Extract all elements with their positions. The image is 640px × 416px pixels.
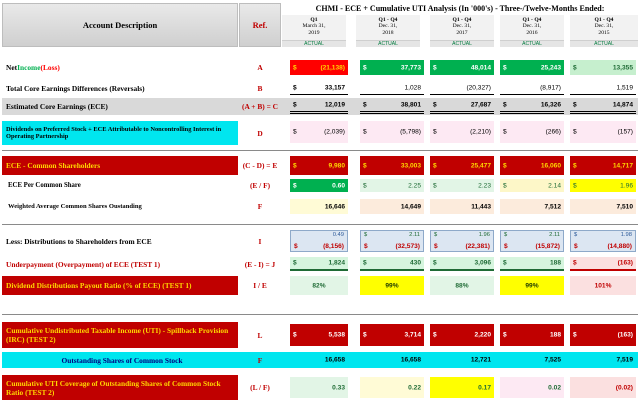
weighted-shares-label: Weighted Average Common Shares Oustanding: [8, 203, 142, 210]
ece-common-ref: (C - D) = E: [242, 161, 278, 170]
cum-uti-cell: $ 2,220: [430, 324, 494, 346]
uti-coverage-cell: 0.22: [360, 377, 424, 398]
dividends-preferred-cell: $ (5,798): [360, 121, 424, 143]
ece-label: Estimated Core Earnings (ECE): [6, 102, 108, 111]
uti-coverage-cell: 0.17: [430, 377, 494, 398]
dividends-preferred-cell: $ (157): [570, 121, 636, 143]
distributions-per-share: 1.96: [478, 232, 490, 238]
underpayment-row: [282, 257, 638, 271]
cum-uti-cell: $ 5,538: [290, 324, 348, 346]
net-income-label: Net Income (Loss): [6, 62, 60, 72]
core-differences-cell: (20,327): [430, 81, 494, 95]
payout-ratio-cell: 101%: [570, 276, 636, 295]
weighted-shares-cell: 11,443: [430, 199, 494, 214]
account-description-header: Account Description: [2, 3, 238, 47]
dividends-preferred-label: Dividends on Preferred Stock + ECE Attributable to Noncontrolling Interest in Operating Partnership: [6, 125, 222, 140]
ece-row: [282, 99, 638, 114]
ece-common-label: ECE - Common Shareholders: [6, 161, 101, 170]
weighted-shares-cell: 14,649: [360, 199, 424, 214]
ece-common-cell: $ 16,060: [500, 156, 564, 175]
net-income-cell: $ 25,243: [500, 60, 564, 75]
section-divider: [2, 224, 638, 225]
net-income-cell: $ 48,014: [430, 60, 494, 75]
core-differences-row: [282, 81, 638, 95]
underpayment-cell: $ 1,824: [290, 257, 348, 271]
weighted-shares-row: [282, 199, 638, 214]
outstanding-shares-cell: 7,519: [616, 356, 633, 364]
ece-cell: $ 14,874: [570, 99, 636, 114]
underpayment-cell: $ 188: [500, 257, 564, 271]
ece-cell: $ 27,687: [430, 99, 494, 114]
net-income-ref: A: [257, 62, 263, 72]
column-header-2015: Q1 - Q4 Dec. 31, 2015 ACTUAL: [570, 15, 638, 47]
ece-per-share-ref: (E / F): [249, 181, 271, 190]
ece-common-cell: $ 9,980: [290, 156, 348, 175]
dividends-preferred-ref: D: [257, 128, 263, 138]
cum-uti-cell: $ (163): [570, 324, 636, 346]
column-header-q1-2019: Q1 March 31, 2019 ACTUAL: [282, 15, 346, 47]
ece-cell: $ 38,801: [360, 99, 424, 114]
underpayment-cell: $ 430: [360, 257, 424, 271]
underpayment-ref: (E - I) = J: [244, 259, 276, 269]
payout-ratio-cell: 88%: [430, 276, 494, 295]
ece-common-row: [282, 156, 638, 175]
payout-ratio-cell: 82%: [290, 276, 348, 295]
ece-per-share-row: [282, 179, 638, 192]
distributions-per-share: 0.49: [332, 232, 344, 238]
ece-cell: $ 12,019: [290, 99, 348, 114]
underpayment-cell: $ (163): [570, 257, 636, 271]
distributions-row: [282, 230, 638, 252]
ref-header: Ref.: [239, 3, 281, 47]
uti-coverage-cell: (0.02): [570, 377, 636, 398]
dividends-preferred-cell: $ (2,039): [290, 121, 348, 143]
core-differences-cell: $ 33,157: [290, 81, 348, 95]
payout-ratio-cell: 99%: [500, 276, 564, 295]
section-divider: [2, 150, 638, 151]
cum-uti-cell: $ 3,714: [360, 324, 424, 346]
ece-ref: (A + B) = C: [242, 102, 278, 111]
payout-ratio-ref: I / E: [253, 281, 267, 290]
core-differences-cell: 1,028: [360, 81, 424, 95]
weighted-shares-cell: 16,646: [290, 199, 348, 214]
payout-ratio-label: Dividend Distributions Payout Ratio (% of ECE) (TEST 1): [6, 281, 192, 290]
distributions-cell: 2.11 $ $ (32,573): [360, 230, 424, 252]
core-differences-cell: (8,917): [500, 81, 564, 95]
cum-uti-row: [282, 324, 638, 346]
ece-per-share-cell: $ 0.60: [290, 179, 348, 192]
uti-coverage-cell: 0.02: [500, 377, 564, 398]
core-differences-cell: 1,519: [570, 81, 636, 95]
section-divider: [2, 314, 638, 315]
dividends-preferred-cell: $ (266): [500, 121, 564, 143]
table-title: CHMI - ECE + Cumulative UTI Analysis (In '000's) - Three-/Twelve-Months Ended:: [315, 4, 605, 13]
ece-per-share-cell: $ 1.96: [570, 179, 636, 192]
ece-common-cell: $ 14,717: [570, 156, 636, 175]
payout-ratio-row: [282, 276, 638, 295]
distributions-cell: 1.96 $ $ (22,381): [430, 230, 494, 252]
distributions-label: Less: Distributions to Shareholders from ECE: [6, 237, 152, 246]
dividends-preferred-row: [282, 121, 638, 143]
net-income-cell: $ 37,773: [360, 60, 424, 75]
outstanding-shares-cell: 16,658: [400, 356, 421, 364]
net-income-cell: $ (21,138): [290, 60, 348, 75]
dividends-preferred-cell: $ (2,210): [430, 121, 494, 143]
net-income-row: [282, 60, 638, 75]
ece-common-cell: $ 33,003: [360, 156, 424, 175]
outstanding-shares-row: [282, 352, 638, 368]
ece-per-share-cell: $ 2.14: [500, 179, 564, 192]
weighted-shares-ref: F: [257, 202, 263, 211]
ece-common-cell: $ 25,477: [430, 156, 494, 175]
uti-coverage-ref: (L / F): [250, 383, 270, 392]
distributions-ref: I: [258, 237, 262, 246]
outstanding-shares-cell: 12,721: [470, 356, 491, 364]
cum-uti-ref: L: [257, 330, 263, 340]
ece-per-share-cell: $ 2.23: [430, 179, 494, 192]
distributions-per-share: 2.11: [409, 232, 420, 238]
uti-coverage-row: [282, 377, 638, 398]
column-header-2017: Q1 - Q4 Dec. 31, 2017 ACTUAL: [430, 15, 494, 47]
uti-coverage-label: Cumulative UTI Coverage of Outstanding Shares of Common Stock Ratio (TEST 2): [6, 378, 221, 397]
net-income-cell: $ 13,355: [570, 60, 636, 75]
distributions-cell: 1.98 $ $ (14,880): [570, 230, 636, 252]
ece-per-share-label: ECE Per Common Share: [8, 182, 81, 189]
distributions-cell: 2.11 $ $ (15,872): [500, 230, 564, 252]
core-differences-ref: B: [257, 83, 263, 93]
outstanding-shares-cell: 7,525: [544, 356, 561, 364]
underpayment-cell: $ 3,096: [430, 257, 494, 271]
cum-uti-cell: $ 188: [500, 324, 564, 346]
ece-cell: $ 16,326: [500, 99, 564, 114]
column-header-2016: Q1 - Q4 Dec. 31, 2016 ACTUAL: [500, 15, 564, 47]
core-differences-label: Total Core Earnings Differences (Reversals): [6, 83, 145, 93]
outstanding-shares-ref: F: [257, 355, 263, 365]
distributions-per-share: 1.98: [620, 232, 632, 238]
cum-uti-label: Cumulative Undistributed Taxable Income (UTI) - Spillback Provision (IRC) (TEST 2): [6, 326, 229, 344]
weighted-shares-cell: 7,512: [500, 199, 564, 214]
uti-coverage-cell: 0.33: [290, 377, 348, 398]
weighted-shares-cell: 7,510: [570, 199, 636, 214]
distributions-cell: 0.49 $ (8,156): [290, 230, 348, 252]
payout-ratio-cell: 99%: [360, 276, 424, 295]
outstanding-shares-label: Outstanding Shares of Common Stock: [61, 355, 183, 365]
column-header-2018: Q1 - Q4 Dec. 31, 2018 ACTUAL: [356, 15, 420, 47]
distributions-per-share: 2.11: [549, 232, 560, 238]
ece-per-share-cell: $ 2.25: [360, 179, 424, 192]
outstanding-shares-cell: 16,658: [324, 356, 345, 364]
underpayment-label: Underpayment (Overpayment) of ECE (TEST 1): [6, 259, 161, 269]
